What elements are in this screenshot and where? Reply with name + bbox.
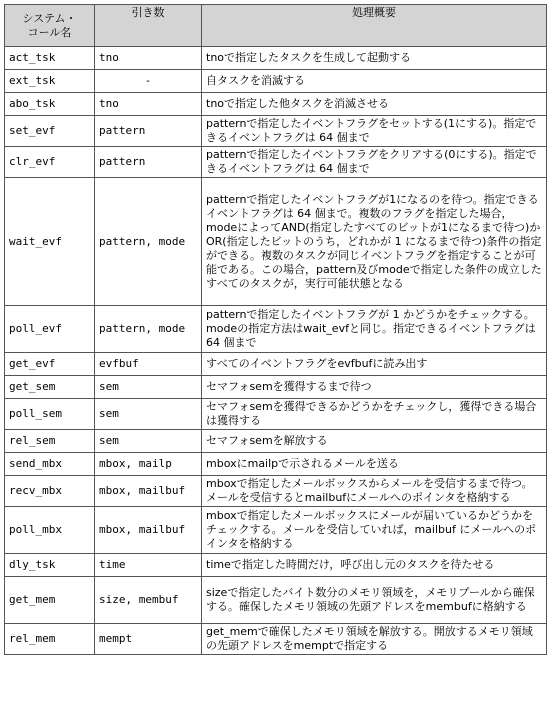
cell-description: tnoで指定した他タスクを消滅させる: [202, 93, 547, 116]
cell-arguments: pattern, mode: [95, 178, 202, 306]
cell-description: すべてのイベントフラグをevfbufに読み出す: [202, 353, 547, 376]
cell-description: timeで指定した時間だけ，呼び出し元のタスクを待たせる: [202, 554, 547, 577]
cell-system-call-name: poll_sem: [5, 399, 95, 430]
table-row: [5, 476, 547, 507]
table-body: [5, 47, 547, 655]
cell-arguments: -: [95, 70, 202, 93]
cell-system-call-name: poll_evf: [5, 306, 95, 353]
table-row: [5, 47, 547, 70]
table-row: [5, 306, 547, 353]
cell-system-call-name: rel_sem: [5, 430, 95, 453]
cell-description: get_memで確保したメモリ領域を解放する。開放するメモリ領域の先頭アドレスをmemptで指定する: [202, 624, 547, 655]
table-row: [5, 554, 547, 577]
cell-arguments: mbox, mailbuf: [95, 507, 202, 554]
table-row: [5, 507, 547, 554]
cell-system-call-name: dly_tsk: [5, 554, 95, 577]
table-header-row: [5, 5, 547, 47]
cell-system-call-name: rel_mem: [5, 624, 95, 655]
cell-description: セマフォsemを獲得できるかどうかをチェックし，獲得できる場合は獲得する: [202, 399, 547, 430]
table-row: [5, 116, 547, 147]
cell-description: patternで指定したイベントフラグをクリアする(0にする)。指定できるイベントフラグは 64 個まで: [202, 147, 547, 178]
cell-description: patternで指定したイベントフラグが 1 かどうかをチェックする。modeの指定方法はwait_evfと同じ。指定できるイベントフラグは 64 個まで: [202, 306, 547, 353]
header-description: 処理概要: [202, 5, 547, 47]
cell-description: セマフォsemを解放する: [202, 430, 547, 453]
header-system-call-name: システム・ コール名: [5, 5, 95, 47]
cell-system-call-name: act_tsk: [5, 47, 95, 70]
cell-arguments: evfbuf: [95, 353, 202, 376]
cell-description: patternで指定したイベントフラグをセットする(1にする)。指定できるイベントフラグは 64 個まで: [202, 116, 547, 147]
table-row: [5, 624, 547, 655]
table-row: [5, 577, 547, 624]
cell-arguments: mbox, mailbuf: [95, 476, 202, 507]
cell-system-call-name: ext_tsk: [5, 70, 95, 93]
table-row: [5, 147, 547, 178]
cell-description: sizeで指定したバイト数分のメモリ領域を，メモリプールから確保する。確保したメモリ領域の先頭アドレスをmembufに格納する: [202, 577, 547, 624]
cell-arguments: size, membuf: [95, 577, 202, 624]
cell-arguments: time: [95, 554, 202, 577]
cell-system-call-name: clr_evf: [5, 147, 95, 178]
cell-arguments: mempt: [95, 624, 202, 655]
cell-arguments: tno: [95, 47, 202, 70]
cell-system-call-name: wait_evf: [5, 178, 95, 306]
cell-arguments: tno: [95, 93, 202, 116]
cell-arguments: pattern, mode: [95, 306, 202, 353]
cell-system-call-name: get_sem: [5, 376, 95, 399]
cell-arguments: sem: [95, 376, 202, 399]
table-row: [5, 353, 547, 376]
cell-description: セマフォsemを獲得するまで待つ: [202, 376, 547, 399]
cell-system-call-name: send_mbx: [5, 453, 95, 476]
table-row: [5, 70, 547, 93]
table-row: [5, 178, 547, 306]
table-row: [5, 399, 547, 430]
table-row: [5, 453, 547, 476]
header-arguments: 引き数: [95, 5, 202, 47]
cell-system-call-name: get_evf: [5, 353, 95, 376]
table-row: [5, 430, 547, 453]
cell-system-call-name: get_mem: [5, 577, 95, 624]
cell-arguments: mbox, mailp: [95, 453, 202, 476]
cell-system-call-name: recv_mbx: [5, 476, 95, 507]
cell-system-call-name: poll_mbx: [5, 507, 95, 554]
cell-description: patternで指定したイベントフラグが1になるのを待つ。指定できるイベントフラグは 64 個まで。複数のフラグを指定した場合，modeによってAND(指定したすべてのビットが1になるまで待つ)かOR(指定したビットのうち，どれかが 1 になるまで待つ)条件の指定ができる。複数のタスクが同じイベントフラグを指定することが可能である。この場合，pattern及びmodeで指定した条件の成立したすべてのタスクが，実行可能状態となる: [202, 178, 547, 306]
cell-description: 自タスクを消滅する: [202, 70, 547, 93]
cell-arguments: sem: [95, 399, 202, 430]
cell-description: mboxで指定したメールボックスにメールが届いているかどうかをチェックする。メールを受信していれば，mailbuf にメールへのポインタを格納する: [202, 507, 547, 554]
cell-arguments: pattern: [95, 147, 202, 178]
cell-arguments: sem: [95, 430, 202, 453]
cell-system-call-name: set_evf: [5, 116, 95, 147]
cell-description: mboxで指定したメールボックスからメールを受信するまで待つ。メールを受信するとmailbufにメールへのポインタを格納する: [202, 476, 547, 507]
table-row: [5, 93, 547, 116]
cell-description: mboxにmailpで示されるメールを送る: [202, 453, 547, 476]
cell-arguments: pattern: [95, 116, 202, 147]
table-row: [5, 376, 547, 399]
system-call-table: [4, 4, 547, 655]
cell-description: tnoで指定したタスクを生成して起動する: [202, 47, 547, 70]
cell-system-call-name: abo_tsk: [5, 93, 95, 116]
